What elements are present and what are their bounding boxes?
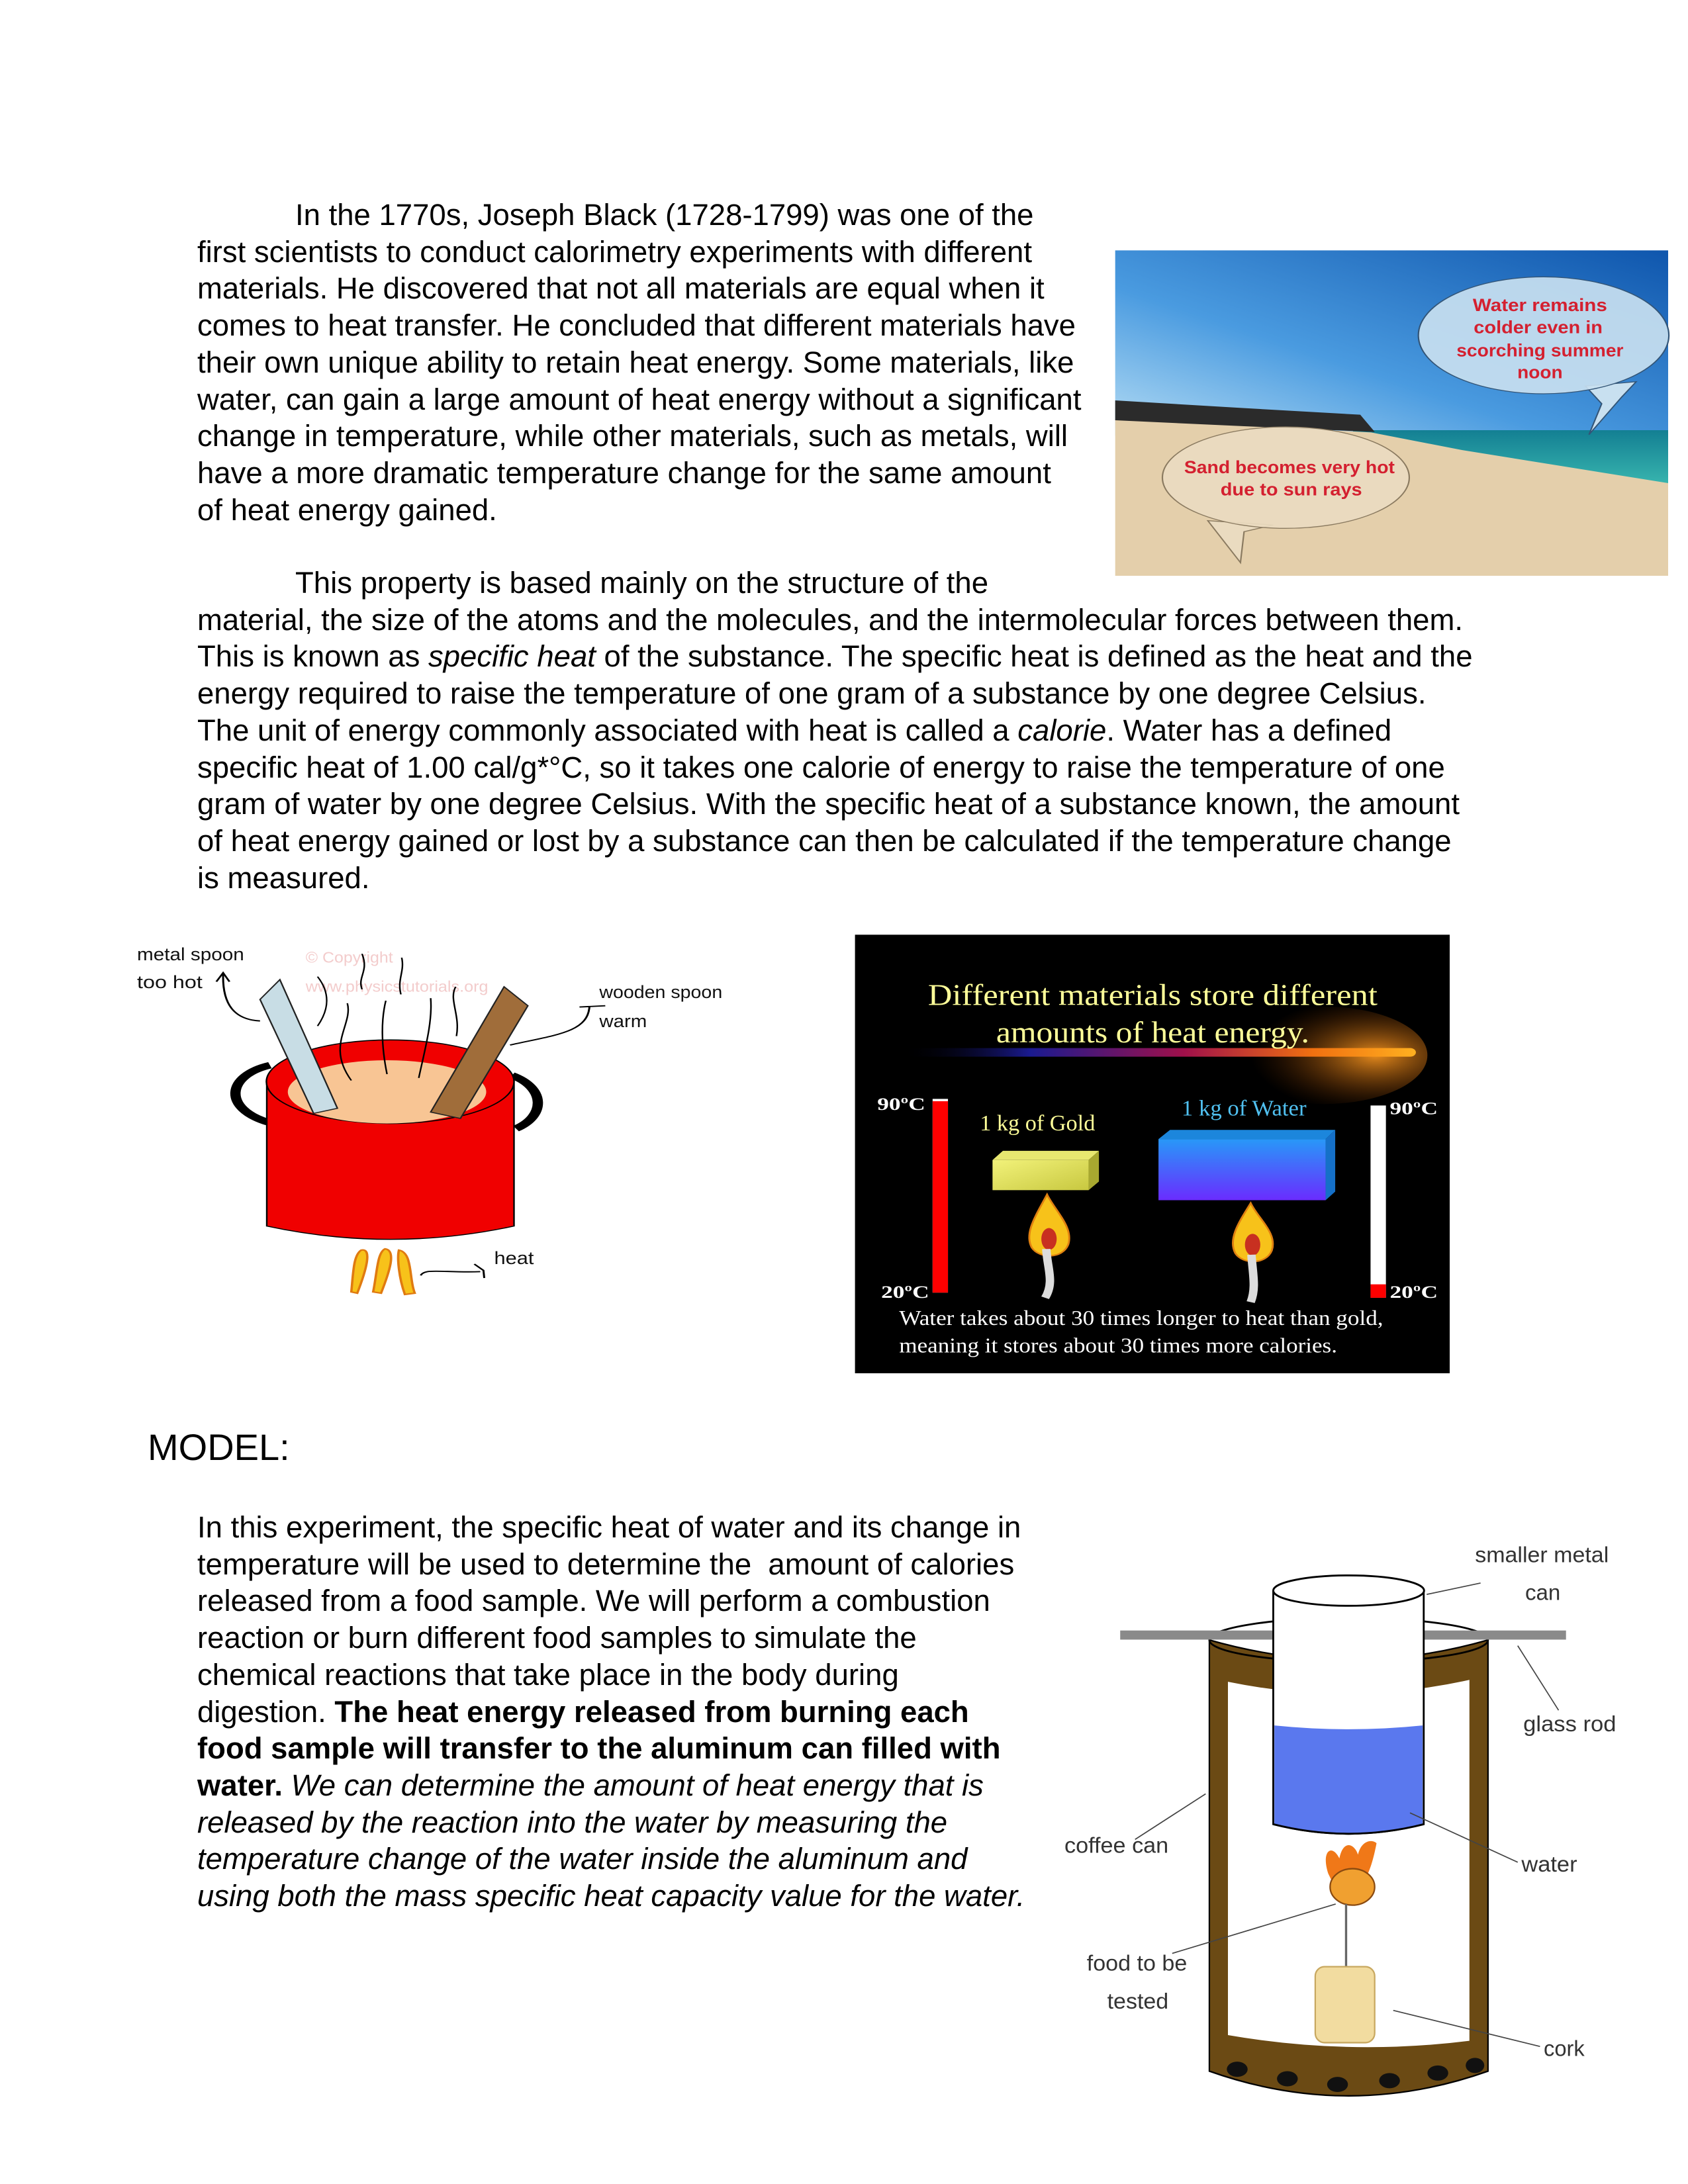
text-line (197, 456, 1051, 490)
text-segment: In this experiment, the specific heat of water and its change in (197, 1510, 1021, 1544)
text-line (197, 1510, 1021, 1545)
text-segment: digestion. (197, 1694, 335, 1729)
text-line (197, 751, 1445, 785)
metal-arrow-icon (216, 973, 260, 1021)
smaller-can-label-2: can (1524, 1580, 1561, 1605)
text-line (197, 235, 1032, 269)
food-label-2: tested (1107, 1988, 1169, 2013)
water-bubble-line-2: colder even in (1474, 317, 1603, 338)
water-bubble-line-1: Water remains (1472, 295, 1607, 315)
text-line (197, 419, 1068, 453)
text-segment: calorie (1017, 713, 1107, 747)
text-line (197, 493, 497, 527)
text-line (197, 1621, 917, 1655)
text-segment: released from a food sample. We will perform a combustion (197, 1584, 990, 1618)
text-segment: materials. He discovered that not all materials are equal when it (197, 271, 1045, 306)
water-label: water (1521, 1851, 1577, 1877)
text-line (197, 1584, 990, 1618)
text-segment: using both the mass specific heat capacity value for the water. (197, 1879, 1025, 1913)
text-segment: specific heat of 1.00 cal/g*°C, so it takes one calorie of energy to raise the temperature of one (197, 750, 1445, 784)
text-line (197, 383, 1082, 417)
food-sample (1330, 1869, 1374, 1905)
text-segment: change in temperature, while other materials, such as metals, will (197, 419, 1068, 453)
gold-block (992, 1151, 1099, 1190)
text-segment: of heat energy gained or lost by a substance can then be calculated if the temperature change (197, 823, 1452, 858)
text-segment: water, can gain a large amount of heat energy without a significant (197, 382, 1082, 416)
gold-temp-low: 20ºC (881, 1282, 929, 1302)
calorimeter-diagram (1046, 1509, 1628, 2105)
warm-label: warm (598, 1011, 647, 1032)
water-bubble-line-4: noon (1517, 362, 1563, 383)
metal-spoon-label: metal spoon (136, 944, 244, 964)
text-segment: food sample will transfer to the aluminum can filled with (197, 1731, 1001, 1766)
text-line (197, 713, 1391, 748)
flame-icon (352, 1249, 415, 1295)
text-segment: gram of water by one degree Celsius. With the specific heat of a substance known, the amount (197, 787, 1460, 821)
text-segment: released by the reaction into the water by measuring the (197, 1805, 948, 1839)
text-segment: temperature change of the water inside the aluminum and (197, 1842, 968, 1876)
food-label-1: food to be (1086, 1950, 1188, 1976)
slide-title-line-1: Different materials store different (927, 978, 1378, 1012)
text-segment: chemical reactions that take place in the body during (197, 1657, 899, 1692)
text-line (197, 861, 369, 895)
sand-bubble-line-2: due to sun rays (1220, 479, 1362, 500)
text-line (197, 1695, 969, 1729)
water-temp-high: 90ºC (1389, 1098, 1438, 1118)
text-line (197, 1805, 947, 1840)
water-in-can (1274, 1725, 1423, 1833)
text-segment: material, the size of the atoms and the molecules, and the intermolecular forces between them. (197, 602, 1463, 637)
glass-rod-label: glass rod (1523, 1711, 1617, 1736)
heat-arrow-icon (421, 1264, 485, 1278)
text-line (295, 566, 988, 600)
model-heading: MODEL: (148, 1426, 290, 1468)
text-segment: temperature will be used to determine the amount of calories (197, 1547, 1015, 1581)
water-temp-low: 20ºC (1389, 1282, 1438, 1302)
text-segment: We can determine the amount of heat energy that is (283, 1768, 984, 1802)
watermark-line-2: www.physicstutorials.org (305, 978, 489, 995)
energy-beam (901, 1048, 1416, 1057)
text-line (197, 787, 1460, 821)
heat-energy-slide-image (847, 923, 1450, 1373)
text-line (295, 198, 1033, 232)
text-segment: This property is based mainly on the structure of the (295, 566, 989, 600)
pot-heat-conduction-image (119, 913, 741, 1310)
text-segment: . Water has a defined (1106, 713, 1392, 747)
text-segment: The heat energy released from burning each (334, 1694, 969, 1729)
text-segment: energy required to raise the temperature of one gram of a substance by one degree Celsius. (197, 676, 1427, 711)
water-label: 1 kg of Water (1181, 1095, 1307, 1121)
too-hot-label: too hot (136, 972, 203, 992)
text-segment: first scientists to conduct calorimetry experiments with different (197, 234, 1033, 269)
water-thermometer (1370, 1105, 1385, 1298)
text-line (197, 271, 1045, 306)
text-line (197, 603, 1463, 637)
text-line (197, 345, 1074, 380)
gold-thermometer (933, 1099, 948, 1293)
smaller-can-label-1: smaller metal (1475, 1542, 1609, 1567)
slide-title-line-2: amounts of heat energy. (996, 1015, 1309, 1050)
text-segment: comes to heat transfer. He concluded that different materials have (197, 308, 1076, 343)
text-line (197, 639, 1473, 674)
water-bubble-line-3: scorching summer (1456, 340, 1624, 361)
cork-label: cork (1544, 2036, 1585, 2061)
slide-caption-line-1: Water takes about 30 times longer to heat than gold, (899, 1306, 1383, 1330)
cork (1315, 1967, 1375, 2043)
text-line (197, 1658, 899, 1692)
sand-bubble-line-1: Sand becomes very hot (1184, 457, 1395, 477)
gold-temp-high: 90ºC (877, 1094, 925, 1114)
text-line (197, 1768, 984, 1803)
text-line (197, 1731, 1000, 1766)
gold-label: 1 kg of Gold (980, 1110, 1096, 1136)
text-segment: water. (197, 1768, 283, 1802)
watermark-line-1: © Copyright (305, 949, 394, 966)
text-line (197, 1547, 1014, 1582)
text-segment: is measured. (197, 860, 370, 895)
beach-image (1099, 245, 1668, 576)
smaller-can-top (1273, 1575, 1424, 1606)
text-segment: In the 1770s, Joseph Black (1728-1799) was one of the (295, 198, 1034, 232)
text-segment: This is known as (197, 639, 428, 674)
text-segment: of heat energy gained. (197, 492, 497, 527)
wooden-spoon-label: wooden spoon (598, 982, 723, 1003)
text-line (197, 1842, 967, 1876)
text-line (197, 824, 1452, 858)
text-line (197, 308, 1076, 343)
coffee-can-label: coffee can (1064, 1833, 1169, 1858)
text-segment: reaction or burn different food samples to simulate the (197, 1621, 917, 1655)
text-line (197, 676, 1426, 711)
text-line (197, 1879, 1025, 1913)
left-handle (236, 1066, 270, 1122)
text-segment: have a more dramatic temperature change for the same amount (197, 455, 1051, 490)
slide-caption-line-2: meaning it stores about 30 times more calories. (899, 1334, 1337, 1357)
text-segment: The unit of energy commonly associated with heat is called a (197, 713, 1018, 747)
heat-label: heat (494, 1248, 534, 1269)
text-segment: specific heat (428, 639, 596, 674)
right-handle (512, 1075, 538, 1128)
water-block (1158, 1130, 1335, 1200)
text-segment: of the substance. The specific heat is defined as the heat and the (595, 639, 1473, 674)
text-segment: their own unique ability to retain heat energy. Some materials, like (197, 345, 1074, 379)
